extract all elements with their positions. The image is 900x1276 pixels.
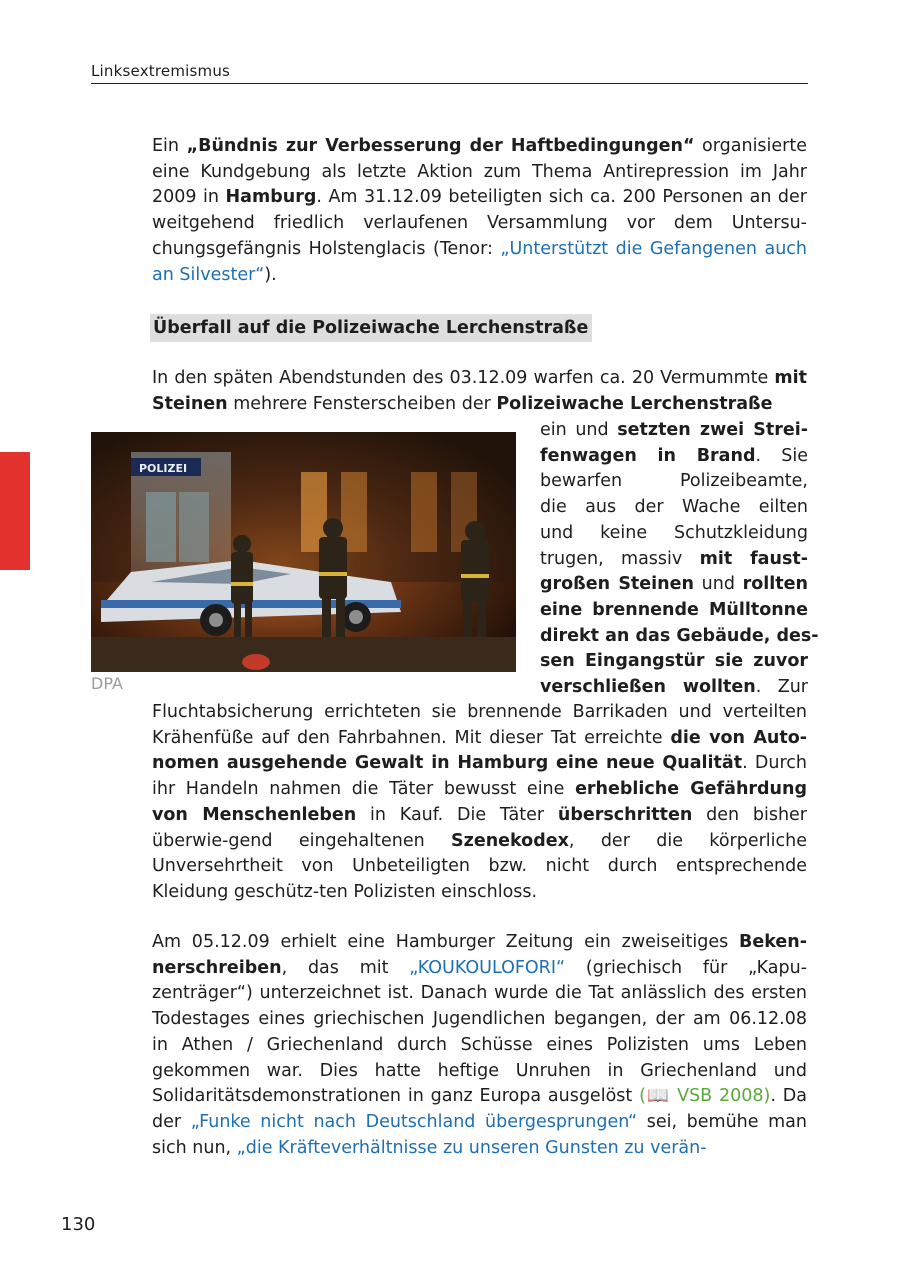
police-station-fire-photo	[91, 432, 516, 672]
wrap-line	[540, 649, 808, 675]
page-number: 130	[61, 1214, 96, 1235]
text: In den späten Abendstunden des 03.12.09 warfen ca. 20 Vermummte	[152, 368, 775, 388]
city-name: Hamburg	[225, 187, 317, 208]
wrap-line	[540, 675, 808, 701]
alliance-name: „Bündnis zur Verbesserung der Haftbedingungen“	[186, 136, 695, 156]
paragraph-attack-intro	[152, 366, 807, 417]
photo-credit: DPA	[91, 674, 123, 693]
text: . Durch ihr Handeln nahmen die Täter bewusst eine	[152, 753, 807, 800]
text: Fluchtabsicherung errichteten sie brennende Barrikaden und verteilten Krähenfüße auf den Fahrbahnen. Mit dieser Tat erreichte	[152, 702, 807, 748]
wrap-line	[540, 547, 808, 573]
text: ).	[264, 264, 277, 285]
wrap-line	[540, 444, 808, 470]
chapter-tab-marker	[0, 452, 30, 570]
emphasis: Szenekodex	[451, 830, 569, 851]
emphasis: fenwagen in Brand	[540, 445, 756, 466]
wrap-line	[540, 598, 808, 624]
emphasis: mit faust-	[699, 548, 808, 569]
text: und	[693, 574, 743, 595]
wrap-line: und keine Schutzkleidung	[540, 522, 808, 543]
running-header: Linksextremismus	[91, 62, 231, 80]
emphasis: direkt an das Gebäude, des-	[540, 625, 819, 646]
wrap-line: bewarfen Polizeibeamte,	[540, 471, 808, 492]
header-rule	[91, 83, 808, 84]
paragraph-rally	[152, 134, 807, 288]
text: . Am 31.12.09 beteiligten sich ca. 200 Personen an der weitgehend friedlich verlaufenen Versammlung vor dem Untersu-chungsgefängnis Holstenglacis (Tenor:	[152, 187, 807, 259]
wrap-line	[540, 418, 808, 444]
text: . Sie	[755, 445, 808, 466]
text: ein und	[540, 420, 618, 440]
text: in Kauf. Die Täter	[356, 804, 558, 825]
paragraph-attack-consequences	[152, 700, 807, 906]
wrap-line	[540, 572, 808, 598]
text: . Da der	[152, 1086, 807, 1132]
photo-illustration	[91, 432, 516, 672]
text: sei, bemühe man sich nun,	[152, 1111, 807, 1158]
emphasis: verschließen wollten	[540, 677, 756, 698]
quote-spark: „Funke nicht nach Deutschland übergesprungen“	[190, 1111, 638, 1132]
quote-balance-of-power: „die Kräfteverhältnisse zu unseren Gunsten zu verän-	[236, 1137, 707, 1158]
emphasis: Beken-nerschreiben	[152, 932, 807, 978]
wrap-line: die aus der Wache eilten	[540, 497, 808, 518]
text: , der die körperliche Unversehrtheit von Unbeteiligten bzw. nicht durch entsprechende Kleidung geschütz-ten Polizisten einschloss.	[152, 830, 807, 902]
quote-group-name: „KOUKOULOFORI“	[409, 957, 566, 978]
paragraph-claim-letter	[152, 930, 807, 1161]
emphasis: erhebliche Gefährdung von Menschenleben	[152, 779, 808, 825]
section-subheading: Überfall auf die Polizeiwache Lerchenstraße	[150, 314, 592, 342]
emphasis: sen Eingangstür sie zuvor	[540, 651, 808, 672]
text: trugen, massiv	[540, 548, 700, 569]
emphasis: eine brennende Mülltonne	[540, 599, 808, 620]
wrapped-text-column	[540, 418, 819, 701]
quote-slogan: „Unterstützt die Gefangenen auch an Silvester“	[152, 238, 807, 285]
emphasis: großen Steinen	[540, 574, 694, 595]
text: Ein	[152, 136, 187, 156]
text: mehrere Fensterscheiben der	[227, 393, 497, 414]
cross-reference-link[interactable]: (📖 VSB 2008)	[639, 1086, 771, 1107]
text: Am 05.12.09 erhielt eine Hamburger Zeitung ein zweiseitiges	[152, 932, 740, 952]
emphasis: mit Steinen	[152, 368, 807, 414]
emphasis: Polizeiwache Lerchenstraße	[496, 393, 773, 414]
text: , das mit	[281, 957, 410, 978]
text: organisierte eine Kundgebung als letzte Aktion zum Thema Antirepression im Jahr 2009 in	[152, 136, 807, 208]
text: (griechisch für „Kapu-zenträger“) unterzeichnet ist. Danach wurde die Tat anlässlich des ersten Todestages eines griechischen Jugendlichen begangen, der am 06.12.08 in Athen / Griechenland durch Schüsse eines Polizisten ums Leben gekommen war. Dies hatte heftige Unruhen in Griechenland und Solidaritätsdemonstrationen in ganz Europa ausgelöst	[152, 957, 807, 1107]
text: den bisher überwie-gend eingehaltenen	[152, 804, 807, 851]
text: . Zur	[755, 677, 808, 698]
wrap-line	[540, 624, 819, 650]
photo-sign-text: POLIZEI	[139, 462, 188, 475]
emphasis: überschritten	[557, 804, 693, 825]
emphasis: die von Auto-nomen ausgehende Gewalt in Hamburg eine neue Qualität	[152, 727, 808, 774]
emphasis: setzten zwei Strei-	[617, 420, 808, 440]
emphasis: rollten	[742, 574, 808, 595]
